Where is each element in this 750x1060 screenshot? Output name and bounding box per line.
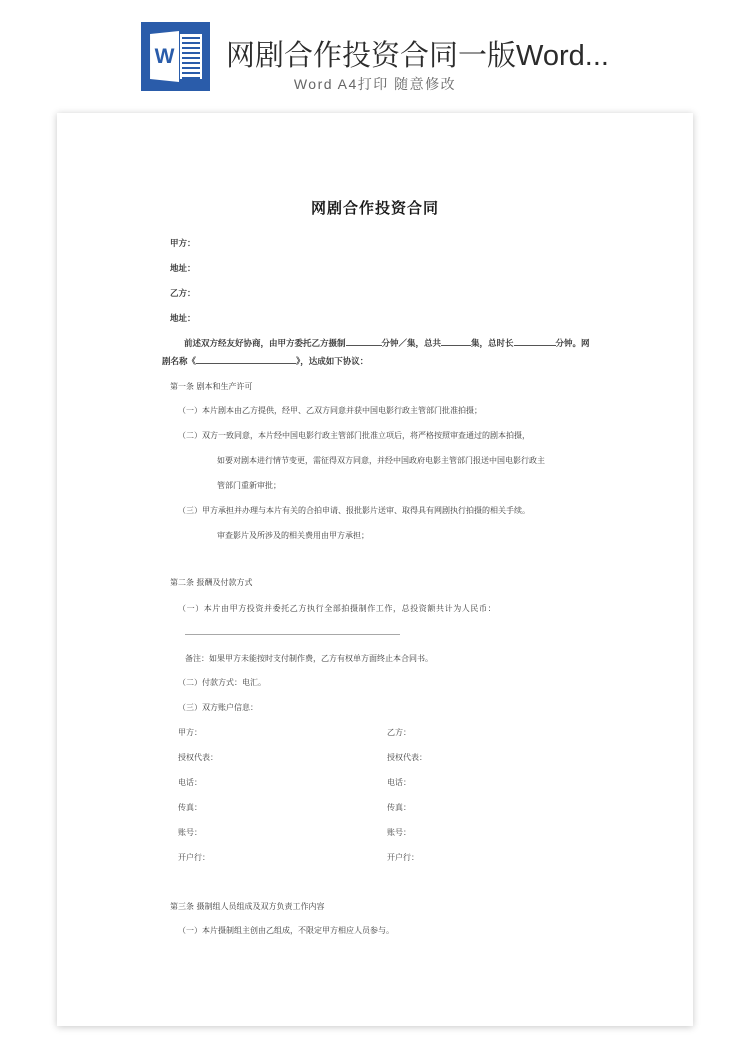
article-1-item-1-line-1: （一）本片剧本由乙方提供，经甲、乙双方同意并获中国电影行政主管部门批准拍摄； (178, 406, 482, 415)
payment-method-text: （二）付款方式：电汇。 (178, 678, 266, 687)
blank-total-episodes[interactable] (441, 336, 471, 346)
blank-minutes-per-episode[interactable] (346, 336, 382, 346)
account-right-row-0: 乙方： (387, 728, 411, 737)
blank-total-duration[interactable] (514, 336, 556, 346)
word-icon-letter: W (154, 45, 175, 68)
account-right-row-4: 账号： (387, 828, 411, 837)
article-1-heading: 第一条 剧本和生产许可 (170, 382, 253, 391)
article-2-item-1-line-1: （一）本片由甲方投资并委托乙方执行全部拍摄制作工作，总投资额共计为人民币： (178, 604, 497, 613)
party-label-jiafang: 甲方： (170, 239, 196, 249)
account-right-row-1: 授权代表： (387, 753, 427, 762)
account-left-row-2: 电话： (178, 778, 202, 787)
article-1-item-2-line-3: 管部门重新审批； (217, 481, 281, 490)
page-title: 网剧合作投资合同一版Word... (226, 39, 609, 72)
account-right-row-2: 电话： (387, 778, 411, 787)
preview-header (0, 0, 750, 113)
article-1-item-2-line-1: （二）双方一致同意，本片经中国电影行政主管部门批准立项后，将严格按照审查通过的剧本拍摄， (178, 431, 530, 440)
preamble-text-e: 剧名称《 (162, 357, 197, 367)
article-1-item-2-line-2: 如要对剧本进行情节变更，需征得双方同意，并经中国政府电影主管部门报送中国电影行政主 (217, 456, 545, 465)
page-subtitle: Word A4打印 随意修改 (293, 76, 457, 92)
article-3-heading: 第三条 摄制组人员组成及双方负责工作内容 (170, 902, 325, 911)
article-1-item-3-line-2: 审查影片及所涉及的相关费用由甲方承担； (217, 531, 369, 540)
document-page[interactable] (57, 113, 693, 1026)
investment-amount-blank-rule[interactable] (185, 634, 400, 635)
article-2-item-3-line-1: （三）双方账户信息： (178, 703, 258, 712)
account-right-row-5: 开户行： (387, 853, 419, 862)
article-2-note: 备注：如果甲方未能按时支付制作费，乙方有权单方面终止本合同书。 (185, 654, 433, 663)
article-2-item-2-line-1 (178, 677, 266, 688)
account-left-row-0: 甲方： (178, 728, 202, 737)
preamble-line-2 (162, 354, 368, 367)
party-label-address-1: 地址： (170, 264, 196, 274)
word-icon-lines (180, 34, 202, 79)
account-left-row-4: 账号： (178, 828, 202, 837)
account-left-row-3: 传真： (178, 803, 202, 812)
preamble-text-f: 》，达成如下协议： (296, 357, 369, 367)
account-left-row-5: 开户行： (178, 853, 210, 862)
preamble-line-1 (170, 336, 590, 349)
document-heading: 网剧合作投资合同 (310, 199, 439, 217)
article-1-item-3-line-1: （三）甲方承担并办理与本片有关的合拍申请、报批影片送审、取得具有网剧执行拍摄的相关手续。 (178, 506, 530, 515)
account-right-row-3: 传真： (387, 803, 411, 812)
preamble-text-d: 分钟。网 (555, 339, 590, 349)
article-2-heading: 第二条 报酬及付款方式 (170, 578, 253, 587)
party-label-address-2: 地址： (170, 314, 196, 324)
account-left-row-1: 授权代表： (178, 753, 218, 762)
article-3-item-1-line-1: （一）本片摄制组主创由乙组成，不限定甲方相应人员参与。 (178, 926, 394, 935)
preamble-text-b: 分钟／集，总共 (381, 339, 442, 349)
blank-series-name[interactable] (196, 354, 296, 364)
document-page-content (57, 113, 693, 1026)
party-label-yifang: 乙方： (170, 289, 196, 299)
preamble-text-c: 集，总时长 (471, 339, 514, 349)
preamble-text-a: 前述双方经友好协商，由甲方委托乙方摄制 (184, 339, 346, 349)
